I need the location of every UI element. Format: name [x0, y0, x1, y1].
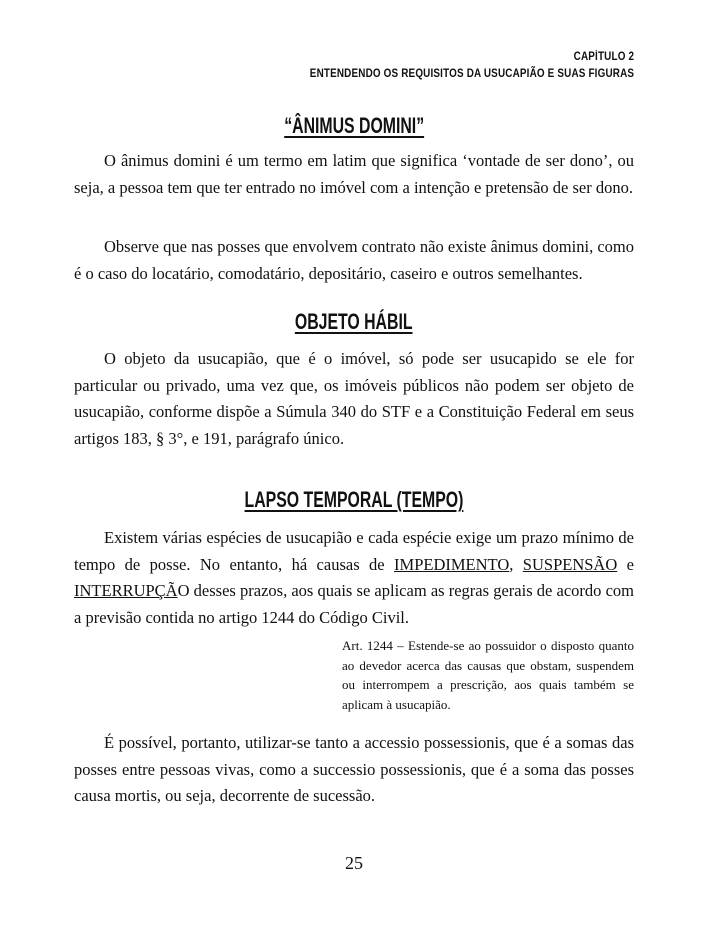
chapter-label: CAPÍTULO 2 [573, 51, 634, 63]
heading-animus-domini: “ÂNIMUS DOMINI” [284, 113, 424, 138]
paragraph-objeto-1: O objeto da usucapião, que é o imóvel, só pode ser usucapido se ele for particular ou privado, uma vez que, os imóveis públicos não podem ser objeto de usucapião, conforme dispõe a Súmula 340 do STF e a Constituição Federal em seus artigos 183, § 3°, e 191, parágrafo único. [74, 349, 634, 448]
page-number: 25 [345, 853, 363, 873]
term-suspensao: SUSPENSÃO [522, 554, 618, 574]
paragraph-lapso-1: Existem várias espécies de usucapião e cada espécie exige um prazo mínimo de tempo de posse. No entanto, há causas de IMPEDIMENTO, SUSPENSÃO e INTERRUPÇÃO desses prazos, aos quais se aplicam as regras gerais de acordo com a previsão contida no artigo 1244 do Código Civil. [74, 528, 634, 627]
paragraph-animus-1: O ânimus domini é um termo em latim que significa ‘vontade de ser dono’, ou seja, a pessoa tem que ter entrado no imóvel com a intenção e pretensão de ser dono. [74, 151, 634, 197]
paragraph-lapso-2: É possível, portanto, utilizar-se tanto a accessio possessionis, que é a somas das posses entre pessoas vivas, como a successio possessionis, que é a soma das posses causa mortis, ou seja, decorrente de sucessão. [74, 733, 634, 805]
term-impedimento: IMPEDIMENTO [394, 554, 510, 574]
running-header [310, 49, 634, 83]
paragraph-animus-2: Observe que nas posses que envolvem contrato não existe ânimus domini, como é o caso do locatário, comodatário, depositário, caseiro e outros semelhantes. [74, 237, 634, 283]
quote-art-1244: Art. 1244 – Estende-se ao possuidor o disposto quanto ao devedor acerca das causas que obstam, suspendem ou interrompem a prescrição, aos quais também se aplicam à usucapião. [342, 638, 634, 712]
heading-objeto-habil: OBJETO HÁBIL [295, 309, 413, 334]
heading-lapso-temporal: LAPSO TEMPORAL (TEMPO) [244, 487, 464, 512]
chapter-subtitle: ENTENDENDO OS REQUISITOS DA USUCAPIÃO E SUAS FIGURAS [309, 68, 634, 80]
term-interrupcao: INTERRUPÇÃ [74, 581, 178, 600]
